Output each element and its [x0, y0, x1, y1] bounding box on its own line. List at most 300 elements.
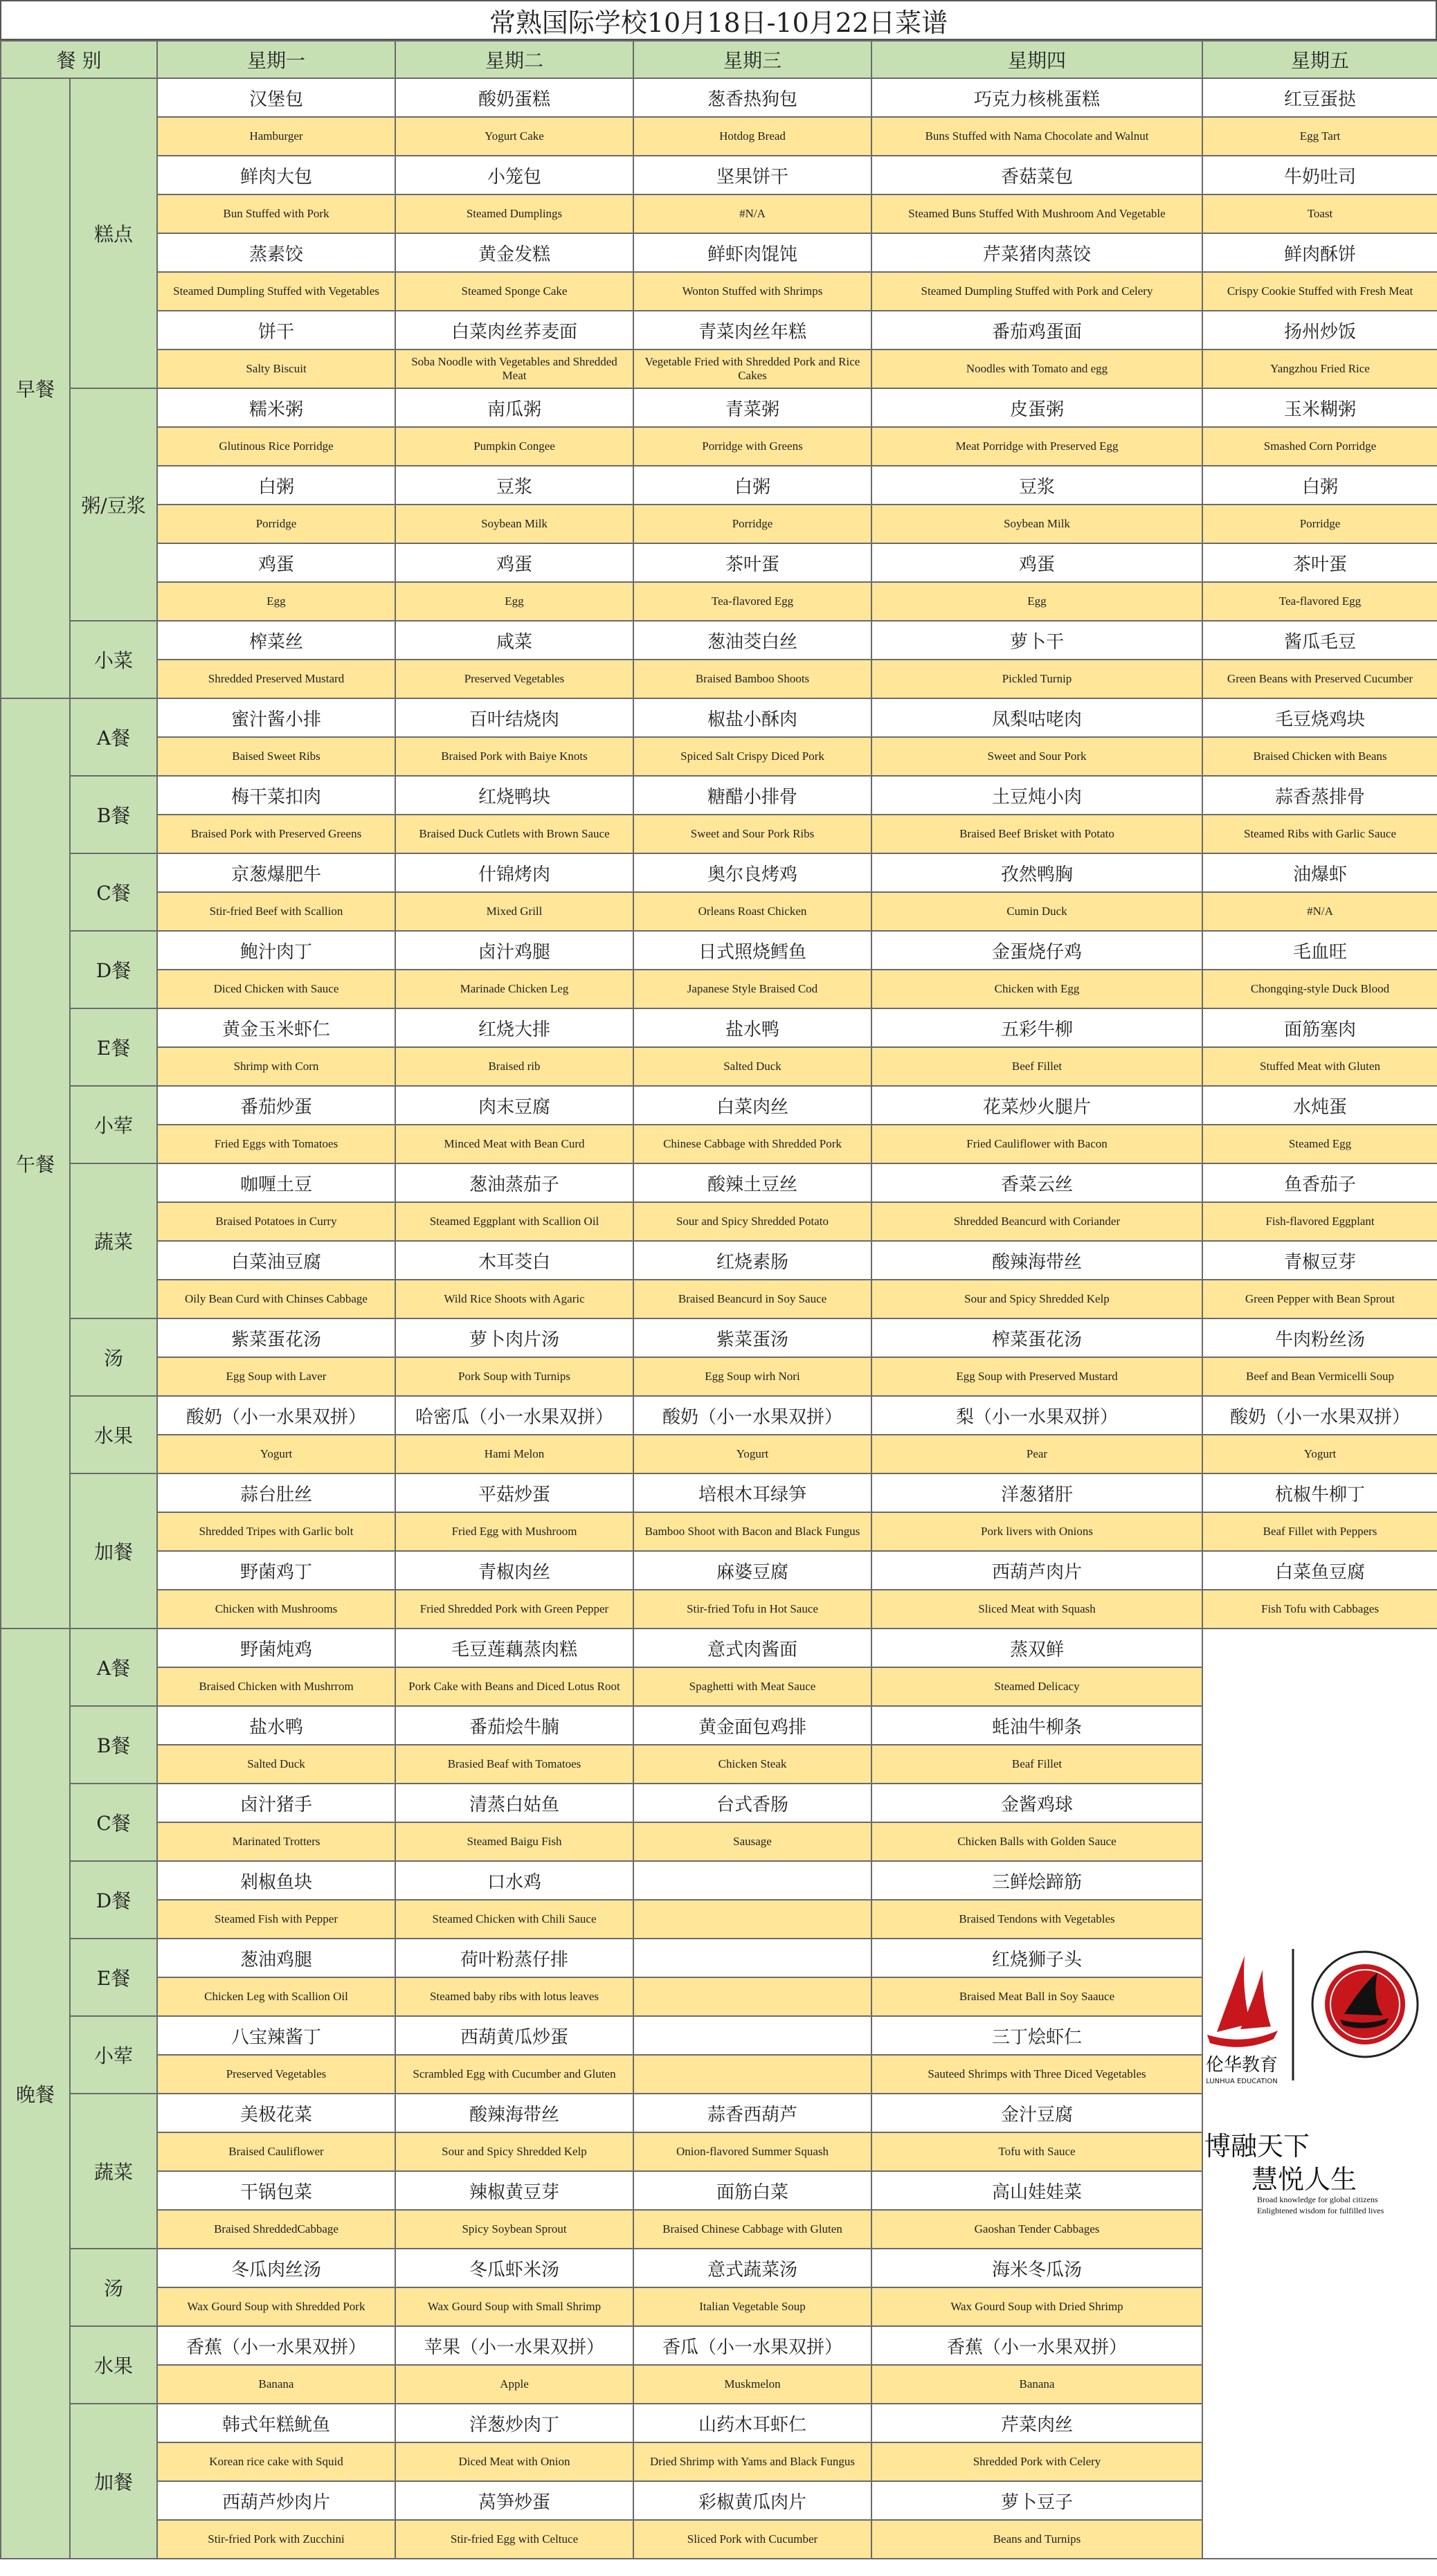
category-label: 汤: [70, 2249, 157, 2326]
dish-name-en-wednesday: Chicken Steak: [633, 1745, 871, 1784]
dish-name-thursday: 花菜炒火腿片: [871, 1086, 1202, 1125]
dish-name-wednesday: 日式照烧鳕鱼: [633, 931, 871, 970]
dish-name-en-monday: Stir-fried Pork with Zucchini: [157, 2520, 395, 2559]
dish-name-wednesday: 糖醋小排骨: [633, 776, 871, 815]
dish-name-thursday: 海米冬瓜汤: [871, 2249, 1202, 2287]
brand-en: LUNHUA EDUCATION: [1206, 2078, 1278, 2085]
school-emblem-icon: [1312, 1952, 1418, 2057]
category-label: E餐: [70, 1939, 157, 2016]
dish-name-en-wednesday: Salted Duck: [633, 1047, 871, 1086]
dish-name-en-thursday: Gaoshan Tender Cabbages: [871, 2210, 1202, 2249]
dish-name-monday: 白菜油豆腐: [157, 1241, 395, 1280]
dish-name-monday: 冬瓜肉丝汤: [157, 2249, 395, 2287]
table-row: [1, 1280, 1437, 1318]
table-row: [1, 350, 1437, 388]
dish-name-en-thursday: Cumin Duck: [871, 892, 1202, 931]
dish-name-en-monday: Hamburger: [157, 117, 395, 156]
dish-name-en-tuesday: Braised Pork with Baiye Knots: [395, 737, 633, 776]
dish-name-friday: 白菜鱼豆腐: [1202, 1551, 1437, 1590]
motto-line2: 慧悦人生: [1251, 2164, 1357, 2195]
table-row: [1, 156, 1437, 194]
table-row: [1, 78, 1437, 117]
table-row: [1, 505, 1437, 543]
dish-name-en-tuesday: Pumpkin Congee: [395, 427, 633, 466]
table-row: [1, 737, 1437, 776]
dish-name-wednesday: 椒盐小酥肉: [633, 698, 871, 737]
dish-name-en-monday: Egg: [157, 582, 395, 621]
dish-name-tuesday: 咸菜: [395, 621, 633, 660]
dish-name-en-wednesday: Muskmelon: [633, 2365, 871, 2404]
dish-name-en-wednesday: Chinese Cabbage with Shredded Pork: [633, 1125, 871, 1163]
dish-name-en-tuesday: Steamed baby ribs with lotus leaves: [395, 1977, 633, 2016]
dish-name-en-tuesday: Wax Gourd Soup with Small Shrimp: [395, 2287, 633, 2326]
dish-name-en-thursday: Meat Porridge with Preserved Egg: [871, 427, 1202, 466]
meal-label: 早餐: [1, 78, 70, 698]
dish-name-wednesday: 白菜肉丝: [633, 1086, 871, 1125]
dish-name-en-monday: Diced Chicken with Sauce: [157, 970, 395, 1008]
dish-name-wednesday: [633, 1939, 871, 1977]
header-friday: 星期五: [1202, 41, 1437, 78]
dish-name-thursday: 五彩牛柳: [871, 1008, 1202, 1047]
dish-name-thursday: 萝卜干: [871, 621, 1202, 660]
dish-name-en-thursday: Chicken with Egg: [871, 970, 1202, 1008]
dish-name-en-thursday: Noodles with Tomato and egg: [871, 350, 1202, 388]
dish-name-monday: 葱油鸡腿: [157, 1939, 395, 1977]
dish-name-en-thursday: Banana: [871, 2365, 1202, 2404]
motto-en2: Enlightened wisdom for fulfilled lives: [1257, 2206, 1384, 2215]
table-row: [1, 1551, 1437, 1590]
dish-name-en-thursday: Shredded Pork with Celery: [871, 2442, 1202, 2481]
dish-name-en-wednesday: Sausage: [633, 1822, 871, 1861]
category-label: 小荤: [70, 2016, 157, 2094]
dish-name-en-monday: Shredded Preserved Mustard: [157, 660, 395, 698]
dish-name-en-friday: Yogurt: [1202, 1435, 1437, 1473]
dish-name-en-tuesday: Preserved Vegetables: [395, 660, 633, 698]
dish-name-monday: 饼干: [157, 311, 395, 350]
dish-name-en-friday: Beef and Bean Vermicelli Soup: [1202, 1357, 1437, 1396]
dish-name-tuesday: 红烧大排: [395, 1008, 633, 1047]
dish-name-en-thursday: Steamed Dumpling Stuffed with Pork and Celery: [871, 272, 1202, 311]
dish-name-en-thursday: Chicken Balls with Golden Sauce: [871, 1822, 1202, 1861]
dish-name-en-friday: Toast: [1202, 194, 1437, 233]
dish-name-en-thursday: Pickled Turnip: [871, 660, 1202, 698]
dish-name-tuesday: 卤汁鸡腿: [395, 931, 633, 970]
dish-name-en-monday: Braised ShreddedCabbage: [157, 2210, 395, 2249]
dish-name-en-wednesday: Sour and Spicy Shredded Potato: [633, 1202, 871, 1241]
dish-name-monday: 番茄炒蛋: [157, 1086, 395, 1125]
dish-name-thursday: 红烧狮子头: [871, 1939, 1202, 1977]
dish-name-thursday: 巧克力核桃蛋糕: [871, 78, 1202, 117]
dish-name-friday: 毛豆烧鸡块: [1202, 698, 1437, 737]
dish-name-en-thursday: Braised Meat Ball in Soy Saauce: [871, 1977, 1202, 2016]
dish-name-friday: 红豆蛋挞: [1202, 78, 1437, 117]
table-row: [1, 815, 1437, 853]
dish-name-tuesday: 口水鸡: [395, 1861, 633, 1900]
dish-name-en-tuesday: Pork Soup with Turnips: [395, 1357, 633, 1396]
dish-name-tuesday: 酸奶蛋糕: [395, 78, 633, 117]
dish-name-tuesday: 哈密瓜（小一水果双拼）: [395, 1396, 633, 1435]
dish-name-en-friday: Steamed Egg: [1202, 1125, 1437, 1163]
dish-name-en-tuesday: Scrambled Egg with Cucumber and Gluten: [395, 2055, 633, 2094]
dish-name-en-monday: Egg Soup with Laver: [157, 1357, 395, 1396]
category-label: 蔬菜: [70, 1163, 157, 1318]
table-row: [1, 698, 1437, 737]
dish-name-en-wednesday: Bamboo Shoot with Bacon and Black Fungus: [633, 1512, 871, 1551]
dish-name-wednesday: 山药木耳虾仁: [633, 2404, 871, 2442]
dish-name-wednesday: 紫菜蛋汤: [633, 1318, 871, 1357]
dish-name-en-thursday: Soybean Milk: [871, 505, 1202, 543]
table-row: [1, 543, 1437, 582]
dish-name-wednesday: 鲜虾肉馄饨: [633, 233, 871, 272]
dish-name-en-friday: Beaf Fillet with Peppers: [1202, 1512, 1437, 1551]
dish-name-en-tuesday: Mixed Grill: [395, 892, 633, 931]
dish-name-en-tuesday: Braised Duck Cutlets with Brown Sauce: [395, 815, 633, 853]
dish-name-wednesday: 培根木耳绿笋: [633, 1473, 871, 1512]
table-row: [1, 311, 1437, 350]
dish-name-tuesday: 洋葱炒肉丁: [395, 2404, 633, 2442]
dish-name-en-friday: #N/A: [1202, 892, 1437, 931]
dish-name-thursday: 西葫芦肉片: [871, 1551, 1202, 1590]
dish-name-monday: 酸奶（小一水果双拼）: [157, 1396, 395, 1435]
dish-name-en-friday: Smashed Corn Porridge: [1202, 427, 1437, 466]
motto-en1: Broad knowledge for global citizens: [1257, 2195, 1378, 2204]
dish-name-en-wednesday: Japanese Style Braised Cod: [633, 970, 871, 1008]
header-tuesday: 星期二: [395, 41, 633, 78]
dish-name-wednesday: 台式香肠: [633, 1784, 871, 1822]
dish-name-en-monday: Stir-fried Beef with Scallion: [157, 892, 395, 931]
dish-name-wednesday: 茶叶蛋: [633, 543, 871, 582]
dish-name-wednesday: 意式蔬菜汤: [633, 2249, 871, 2287]
table-row: [1, 1125, 1437, 1163]
dish-name-wednesday: 青菜粥: [633, 388, 871, 427]
dish-name-en-thursday: Braised Beef Brisket with Potato: [871, 815, 1202, 853]
dish-name-tuesday: 木耳茭白: [395, 1241, 633, 1280]
dish-name-wednesday: 麻婆豆腐: [633, 1551, 871, 1590]
dish-name-monday: 韩式年糕鱿鱼: [157, 2404, 395, 2442]
dish-name-friday: 毛血旺: [1202, 931, 1437, 970]
dish-name-en-thursday: Braised Tendons with Vegetables: [871, 1900, 1202, 1939]
dish-name-wednesday: 奥尔良烤鸡: [633, 853, 871, 892]
dish-name-en-friday: Fish-flavored Eggplant: [1202, 1202, 1437, 1241]
dish-name-en-monday: Fried Eggs with Tomatoes: [157, 1125, 395, 1163]
table-row: [1, 776, 1437, 815]
dish-name-tuesday: 豆浆: [395, 466, 633, 505]
dish-name-en-wednesday: Dried Shrimp with Yams and Black Fungus: [633, 2442, 871, 2481]
dish-name-monday: 香蕉（小一水果双拼）: [157, 2326, 395, 2365]
dish-name-en-thursday: Pear: [871, 1435, 1202, 1473]
dish-name-en-friday: Green Beans with Preserved Cucumber: [1202, 660, 1437, 698]
category-label: 汤: [70, 1318, 157, 1396]
table-row: [1, 117, 1437, 156]
dish-name-wednesday: [633, 2016, 871, 2055]
dish-name-thursday: 豆浆: [871, 466, 1202, 505]
dish-name-friday: 酸奶（小一水果双拼）: [1202, 1396, 1437, 1435]
dish-name-en-tuesday: Stir-fried Egg with Celtuce: [395, 2520, 633, 2559]
dish-name-en-thursday: Sauteed Shrimps with Three Diced Vegetables: [871, 2055, 1202, 2094]
dish-name-thursday: 凤梨咕咾肉: [871, 698, 1202, 737]
dish-name-en-wednesday: Yogurt: [633, 1435, 871, 1473]
dish-name-en-monday: Glutinous Rice Porridge: [157, 427, 395, 466]
dish-name-friday: 白粥: [1202, 466, 1437, 505]
dish-name-en-wednesday: Hotdog Bread: [633, 117, 871, 156]
category-label: D餐: [70, 1861, 157, 1939]
table-row: [1, 931, 1437, 970]
brand-zh: 伦华教育: [1205, 2055, 1278, 2076]
category-label: 水果: [70, 2326, 157, 2404]
dish-name-en-friday: Egg Tart: [1202, 117, 1437, 156]
dish-name-monday: 盐水鸭: [157, 1706, 395, 1745]
dish-name-thursday: 三鲜烩蹄筋: [871, 1861, 1202, 1900]
dish-name-en-wednesday: Italian Vegetable Soup: [633, 2287, 871, 2326]
dish-name-thursday: 高山娃娃菜: [871, 2171, 1202, 2210]
category-label: D餐: [70, 931, 157, 1008]
dish-name-thursday: 土豆炖小肉: [871, 776, 1202, 815]
dish-name-en-tuesday: Soba Noodle with Vegetables and Shredded Meat: [395, 350, 633, 388]
dish-name-monday: 咖喱土豆: [157, 1163, 395, 1202]
dish-name-en-monday: Steamed Fish with Pepper: [157, 1900, 395, 1939]
dish-name-en-friday: Stuffed Meat with Gluten: [1202, 1047, 1437, 1086]
dish-name-wednesday: 酸奶（小一水果双拼）: [633, 1396, 871, 1435]
dish-name-en-thursday: Egg: [871, 582, 1202, 621]
dish-name-en-thursday: Sliced Meat with Squash: [871, 1590, 1202, 1629]
dish-name-tuesday: 青椒肉丝: [395, 1551, 633, 1590]
dish-name-en-monday: Porridge: [157, 505, 395, 543]
dish-name-en-wednesday: Porridge with Greens: [633, 427, 871, 466]
dish-name-wednesday: 坚果饼干: [633, 156, 871, 194]
dish-name-friday: 鱼香茄子: [1202, 1163, 1437, 1202]
dish-name-en-tuesday: Sour and Spicy Shredded Kelp: [395, 2132, 633, 2171]
dish-name-monday: 八宝辣酱丁: [157, 2016, 395, 2055]
dish-name-en-tuesday: Marinade Chicken Leg: [395, 970, 633, 1008]
table-row: [1, 1318, 1437, 1357]
dish-name-en-tuesday: Brasied Beaf with Tomatoes: [395, 1745, 633, 1784]
table-row: [1, 1202, 1437, 1241]
dish-name-en-thursday: Buns Stuffed with Nama Chocolate and Walnut: [871, 117, 1202, 156]
dish-name-en-wednesday: Orleans Roast Chicken: [633, 892, 871, 931]
table-row: [1, 1512, 1437, 1551]
dish-name-en-thursday: Tofu with Sauce: [871, 2132, 1202, 2171]
dish-name-thursday: 金蛋烧仔鸡: [871, 931, 1202, 970]
dish-name-en-friday: Tea-flavored Egg: [1202, 582, 1437, 621]
school-logo-panel: [1202, 1942, 1437, 2274]
table-row: [1, 194, 1437, 233]
table-row: [1, 970, 1437, 1008]
dish-name-wednesday: 蒜香西葫芦: [633, 2094, 871, 2132]
dish-name-en-tuesday: Diced Meat with Onion: [395, 2442, 633, 2481]
dish-name-en-thursday: Egg Soup with Preserved Mustard: [871, 1357, 1202, 1396]
dish-name-thursday: 金酱鸡球: [871, 1784, 1202, 1822]
dish-name-thursday: 番茄鸡蛋面: [871, 311, 1202, 350]
dish-name-monday: 野菌鸡丁: [157, 1551, 395, 1590]
dish-name-en-wednesday: Tea-flavored Egg: [633, 582, 871, 621]
dish-name-en-wednesday: [633, 1900, 871, 1939]
dish-name-thursday: 酸辣海带丝: [871, 1241, 1202, 1280]
dish-name-en-friday: Braised Chicken with Beans: [1202, 737, 1437, 776]
dish-name-en-monday: Yogurt: [157, 1435, 395, 1473]
dish-name-thursday: 洋葱猪肝: [871, 1473, 1202, 1512]
dish-name-monday: 卤汁猪手: [157, 1784, 395, 1822]
dish-name-thursday: 梨（小一水果双拼）: [871, 1396, 1202, 1435]
dish-name-tuesday: 小笼包: [395, 156, 633, 194]
dish-name-friday: 鲜肉酥饼: [1202, 233, 1437, 272]
dish-name-en-monday: Shrimp with Corn: [157, 1047, 395, 1086]
dish-name-en-monday: Marinated Trotters: [157, 1822, 395, 1861]
dish-name-thursday: 香菜云丝: [871, 1163, 1202, 1202]
motto-line1: 博融天下: [1204, 2131, 1310, 2161]
dish-name-friday: 酱瓜毛豆: [1202, 621, 1437, 660]
dish-name-monday: 紫菜蛋花汤: [157, 1318, 395, 1357]
meal-label: 午餐: [1, 698, 70, 1629]
dish-name-en-wednesday: [633, 1977, 871, 2016]
dish-name-en-thursday: Fried Cauliflower with Bacon: [871, 1125, 1202, 1163]
dish-name-monday: 蜜汁酱小排: [157, 698, 395, 737]
dish-name-tuesday: 莴笋炒蛋: [395, 2481, 633, 2520]
dish-name-en-wednesday: Wonton Stuffed with Shrimps: [633, 272, 871, 311]
dish-name-wednesday: 酸辣土豆丝: [633, 1163, 871, 1202]
dish-name-en-wednesday: Stir-fried Tofu in Hot Sauce: [633, 1590, 871, 1629]
dish-name-wednesday: [633, 1861, 871, 1900]
dish-name-en-monday: Chicken Leg with Scallion Oil: [157, 1977, 395, 2016]
header-thursday: 星期四: [871, 41, 1202, 78]
dish-name-friday: 面筋塞肉: [1202, 1008, 1437, 1047]
table-row: [1, 272, 1437, 311]
dish-name-en-wednesday: Porridge: [633, 505, 871, 543]
dish-name-tuesday: 南瓜粥: [395, 388, 633, 427]
dish-name-en-monday: Braised Pork with Preserved Greens: [157, 815, 395, 853]
dish-name-thursday: 蚝油牛柳条: [871, 1706, 1202, 1745]
category-label: C餐: [70, 1784, 157, 1861]
dish-name-en-tuesday: Steamed Chicken with Chili Sauce: [395, 1900, 633, 1939]
dish-name-en-tuesday: Apple: [395, 2365, 633, 2404]
dish-name-friday: 茶叶蛋: [1202, 543, 1437, 582]
table-row: [1, 1357, 1437, 1396]
dish-name-en-thursday: Wax Gourd Soup with Dried Shrimp: [871, 2287, 1202, 2326]
dish-name-en-monday: Salty Biscuit: [157, 350, 395, 388]
sail-icon: [1207, 1956, 1278, 2047]
dish-name-en-friday: Chongqing-style Duck Blood: [1202, 970, 1437, 1008]
dish-name-en-thursday: Sour and Spicy Shredded Kelp: [871, 1280, 1202, 1318]
dish-name-tuesday: 冬瓜虾米汤: [395, 2249, 633, 2287]
dish-name-monday: 汉堡包: [157, 78, 395, 117]
table-row: [1, 427, 1437, 466]
dish-name-monday: 榨菜丝: [157, 621, 395, 660]
category-label: B餐: [70, 776, 157, 853]
dish-name-monday: 糯米粥: [157, 388, 395, 427]
category-label: 加餐: [70, 2404, 157, 2559]
dish-name-en-tuesday: Fried Shredded Pork with Green Pepper: [395, 1590, 633, 1629]
dish-name-en-monday: Steamed Dumpling Stuffed with Vegetables: [157, 272, 395, 311]
dish-name-en-wednesday: Braised Beancurd in Soy Sauce: [633, 1280, 871, 1318]
dish-name-tuesday: 黄金发糕: [395, 233, 633, 272]
dish-name-thursday: 孜然鸭胸: [871, 853, 1202, 892]
dish-name-en-friday: Yangzhou Fried Rice: [1202, 350, 1437, 388]
dish-name-tuesday: 鸡蛋: [395, 543, 633, 582]
table-row: [1, 1008, 1437, 1047]
table-row: [1, 1396, 1437, 1435]
page-title: 常熟国际学校10月18日-10月22日菜谱: [0, 0, 1437, 40]
category-label: A餐: [70, 1629, 157, 1706]
dish-name-en-tuesday: Yogurt Cake: [395, 117, 633, 156]
table-row: [1, 1047, 1437, 1086]
dish-name-en-monday: Banana: [157, 2365, 395, 2404]
dish-name-en-monday: Braised Potatoes in Curry: [157, 1202, 395, 1241]
dish-name-en-monday: Braised Chicken with Mushrrom: [157, 1667, 395, 1706]
dish-name-friday: 青椒豆芽: [1202, 1241, 1437, 1280]
dish-name-wednesday: 盐水鸭: [633, 1008, 871, 1047]
dish-name-en-monday: Braised Cauliflower: [157, 2132, 395, 2171]
table-row: [1, 1086, 1437, 1125]
dish-name-tuesday: 苹果（小一水果双拼）: [395, 2326, 633, 2365]
category-label: 小荤: [70, 1086, 157, 1163]
dish-name-monday: 野菌炖鸡: [157, 1629, 395, 1667]
dish-name-friday: 扬州炒饭: [1202, 311, 1437, 350]
category-label: 蔬菜: [70, 2094, 157, 2249]
dish-name-en-monday: Shredded Tripes with Garlic bolt: [157, 1512, 395, 1551]
dish-name-en-thursday: Steamed Delicacy: [871, 1667, 1202, 1706]
dish-name-monday: 干锅包菜: [157, 2171, 395, 2210]
dish-name-en-monday: Preserved Vegetables: [157, 2055, 395, 2094]
dish-name-en-tuesday: Pork Cake with Beans and Diced Lotus Root: [395, 1667, 633, 1706]
dish-name-en-tuesday: Steamed Dumplings: [395, 194, 633, 233]
dish-name-en-wednesday: Egg Soup wirh Nori: [633, 1357, 871, 1396]
dish-name-en-monday: Salted Duck: [157, 1745, 395, 1784]
dish-name-tuesday: 荷叶粉蒸仔排: [395, 1939, 633, 1977]
dish-name-en-tuesday: Steamed Eggplant with Scallion Oil: [395, 1202, 633, 1241]
dish-name-thursday: 榨菜蛋花汤: [871, 1318, 1202, 1357]
dish-name-en-monday: Korean rice cake with Squid: [157, 2442, 395, 2481]
dish-name-friday: 蒜香蒸排骨: [1202, 776, 1437, 815]
dish-name-wednesday: 青菜肉丝年糕: [633, 311, 871, 350]
dish-name-en-friday: Crispy Cookie Stuffed with Fresh Meat: [1202, 272, 1437, 311]
dish-name-en-tuesday: Steamed Baigu Fish: [395, 1822, 633, 1861]
category-label: 加餐: [70, 1473, 157, 1629]
dish-name-monday: 美极花菜: [157, 2094, 395, 2132]
dish-name-en-tuesday: Soybean Milk: [395, 505, 633, 543]
dish-name-thursday: 蒸双鲜: [871, 1629, 1202, 1667]
table-row: [1, 466, 1437, 505]
table-row: [1, 1473, 1437, 1512]
dish-name-tuesday: 辣椒黄豆芽: [395, 2171, 633, 2210]
dish-name-tuesday: 什锦烤肉: [395, 853, 633, 892]
table-row: [1, 582, 1437, 621]
dish-name-en-wednesday: Vegetable Fried with Shredded Pork and Rice Cakes: [633, 350, 871, 388]
dish-name-friday: 牛奶吐司: [1202, 156, 1437, 194]
dish-name-friday: 油爆虾: [1202, 853, 1437, 892]
table-row: [1, 621, 1437, 660]
dish-name-monday: 白粥: [157, 466, 395, 505]
table-row: [1, 1629, 1437, 1667]
dish-name-en-tuesday: Wild Rice Shoots with Agaric: [395, 1280, 633, 1318]
dish-name-en-tuesday: Steamed Sponge Cake: [395, 272, 633, 311]
dish-name-en-thursday: Shredded Beancurd with Coriander: [871, 1202, 1202, 1241]
dish-name-en-wednesday: Onion-flavored Summer Squash: [633, 2132, 871, 2171]
dish-name-en-monday: Baised Sweet Ribs: [157, 737, 395, 776]
category-label: C餐: [70, 853, 157, 931]
dish-name-monday: 蒸素饺: [157, 233, 395, 272]
dish-name-tuesday: 百叶结烧肉: [395, 698, 633, 737]
dish-name-en-wednesday: #N/A: [633, 194, 871, 233]
dish-name-en-wednesday: Spaghetti with Meat Sauce: [633, 1667, 871, 1706]
dish-name-en-tuesday: Spicy Soybean Sprout: [395, 2210, 633, 2249]
dish-name-thursday: 萝卜豆子: [871, 2481, 1202, 2520]
header-monday: 星期一: [157, 41, 395, 78]
dish-name-en-tuesday: Braised rib: [395, 1047, 633, 1086]
dish-name-thursday: 香菇菜包: [871, 156, 1202, 194]
dish-name-monday: 梅干菜扣肉: [157, 776, 395, 815]
dish-name-monday: 剁椒鱼块: [157, 1861, 395, 1900]
dish-name-monday: 黄金玉米虾仁: [157, 1008, 395, 1047]
header-meal-type: 餐 别: [1, 41, 157, 78]
